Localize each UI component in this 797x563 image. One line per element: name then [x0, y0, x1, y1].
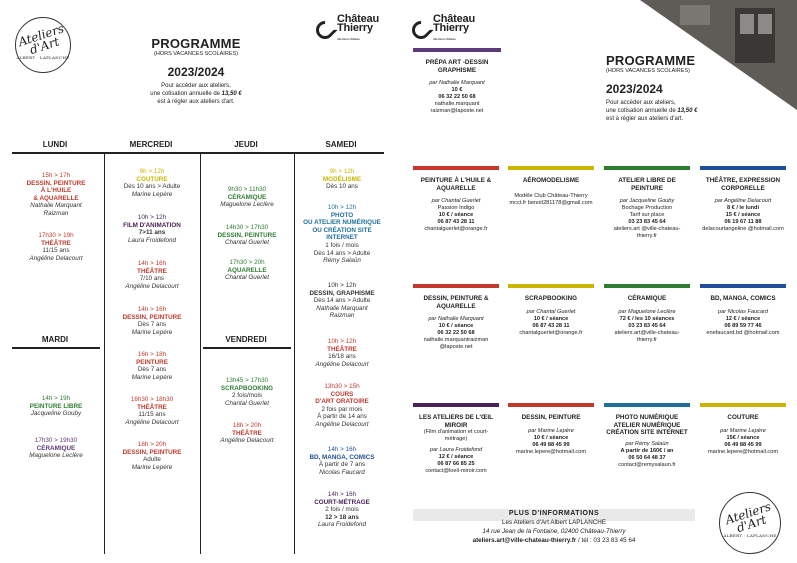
- brand-tag: ville d'art et d'histoire: [337, 37, 360, 41]
- activity-mercredi-2: 10h > 12h FILM D'ANIMATION 7>11 ans Laura Froidefond: [123, 214, 181, 244]
- workshop-card: PEINTURE À L'HUILE & AQUARELLE par Chantal Guerlet Passion Indigo 10 € / séance 06 87 43 28 11 chantalguerlet@orange.fr: [413, 166, 499, 233]
- card-color-bar: [413, 48, 501, 52]
- activity-lundi-1: 15h > 17h DESSIN, PEINTURE À L'HUILE & AQUARELLE Nathalie Marquant Raizman: [26, 172, 86, 217]
- day-vendredi: VENDREDI: [225, 335, 267, 344]
- activity-mercredi-4: 14h > 16h DESSIN, PEINTURE Dès 7 ans Marine Lepère: [122, 306, 182, 336]
- activity-jeudi-3: 17h30 > 20h AQUARELLE Chantal Guerlet: [224, 259, 270, 282]
- photo-window-pane: [740, 14, 754, 34]
- ateliers-logo-right: Ateliers d'Art ALBERT · LAPLANCHE: [719, 492, 781, 554]
- workshop-card: THÉÂTRE, EXPRESSION CORPORELLE par Angéline Delacourt 8 € / le lundi 15 € / séance 06 19 67 11 88 delacourtangeline @hotmail.com: [700, 166, 786, 233]
- workshop-card: PHOTO NUMÉRIQUE ATELIER NUMÉRIQUE CRÉATION SITE INTERNET par Rémy Salaün A partir de 160€ / an 06 50 64 48 37 contact@remysalaun.fr: [604, 403, 690, 469]
- chateau-thierry-icon: [312, 17, 337, 42]
- brand-name-1: Château: [337, 13, 379, 25]
- program-title: PROGRAMME: [151, 36, 241, 51]
- ateliers-logo: [15, 17, 71, 73]
- day-mardi: MARDI: [41, 335, 69, 344]
- mardi-rule: [12, 347, 100, 349]
- activity-mercredi-6: 16h30 > 18h30 THÉÂTRE 11/15 ans Angéline Delacourt: [125, 396, 179, 426]
- workshop-card: BD, MANGA, COMICS par Nicolas Faucard 12 € / séance 06 89 59 77 46 enefaucard.bd @hotmail.com: [700, 284, 786, 337]
- info-block: [413, 509, 695, 545]
- activity-jeudi-2: 14h30 > 17h30 DESSIN, PEINTURE Chantal Guerlet: [217, 224, 277, 247]
- activity-samedi-2: 10h > 12h PHOTO OU ATELIER NUMÉRIQUE OU CRÉATION SITE INTERNET 1 fois / mois Dès 14 ans > Adulte Rémy Salaün: [303, 204, 381, 265]
- workshop-card: COUTURE par Marine Lepère 15€ / séance 06 49 88 45 99 marine.lepere@hotmail.com: [700, 403, 786, 456]
- activity-samedi-1: 9h > 12h MODÉLISME Dès 10 ans: [322, 168, 362, 191]
- activity-mercredi-7: 18h > 20h DESSIN, PEINTURE Adulte Marine Lepère: [122, 441, 182, 471]
- logo-text: Ateliers d'Art: [16, 21, 66, 58]
- activity-samedi-7: 14h > 16h COURT-MÉTRAGE 2 fois / mois 12 > 18 ans Laura Froidefond: [314, 491, 370, 529]
- day-lundi: LUNDI: [42, 140, 68, 149]
- workshop-card: ATELIER LIBRE DE PEINTURE par Jacqueline Gouby Bochage Production Tarif sur place 03 23 83 45 64 ateliers.art @ville-chateau-thierry.fr: [604, 166, 690, 240]
- col-divider: [294, 154, 295, 554]
- activity-mercredi-5: 16h > 18h PEINTURE Dès 7 ans Marine Lepère: [131, 351, 173, 381]
- program-year: 2023/2024: [167, 65, 225, 79]
- program-note: Pour accéder aux ateliers, une cotisation annuelle de 13,50 € est à régler aux ateliers d'art.: [150, 83, 242, 105]
- workshop-card: DESSIN, PEINTURE par Marine Lepère 10 € / séance 06 49 88 45 99 marine.lepere@hotmail.com: [508, 403, 594, 456]
- program-header: [136, 36, 256, 106]
- day-jeudi: JEUDI: [234, 140, 258, 149]
- activity-mardi-2: 17h30 > 19h30 CÉRAMIQUE Maguelone Leclère: [29, 437, 83, 460]
- program-header-right: PROGRAMME (HORS VACANCES SCOLAIRES) 2023/2024 Pour accéder aux ateliers, une cotisation annuelle de 13,50 € est à régler aux ateliers d'art.: [606, 53, 736, 123]
- activity-mardi-1: 14h > 19h PEINTURE LIBRE Jacqueline Gouby: [29, 395, 83, 418]
- workshop-card: SCRAPBOOKING par Chantal Guerlet 10 € / séance 06 87 43 28 11 chantalguerlet@orange.fr: [508, 284, 594, 337]
- workshop-card: DESSIN, PEINTURE & AQUARELLE par Nathalie Marquant 10 € / séance 06 32 22 50 68 nathalie.marquantraizman @laposte.net: [413, 284, 499, 351]
- logo-subtext: ALBERT · LAPLANCHE: [16, 55, 70, 60]
- info-line1: Les Ateliers d'Art Albert LAPLANCHE: [501, 519, 607, 526]
- header-rule: [12, 152, 384, 154]
- brand-name-2: Thierry: [337, 22, 373, 34]
- col-divider: [104, 154, 105, 554]
- workshop-card: PRÉPA ART -DESSIN GRAPHISME par Nathalie Marquant 10 € 06 32 22 50 68 nathalie.marquant raizman@laposte.net: [413, 48, 501, 115]
- day-samedi: SAMEDI: [325, 140, 357, 149]
- info-title: PLUS D'INFORMATIONS: [508, 510, 600, 517]
- activity-samedi-5: 13h30 > 15h COURS D'ART ORATOIRE 2 fois par mois À partir de 14 ans Angéline Delacourt: [315, 383, 369, 428]
- vendredi-rule: [203, 347, 291, 349]
- program-subtitle: (HORS VACANCES SCOLAIRES): [154, 51, 238, 57]
- activity-samedi-4: 10h > 12h THÉÂTRE 16/18 ans Angéline Delacourt: [315, 338, 369, 368]
- activity-samedi-6: 14h > 16h BD, MANGA, COMICS À partir de 7 ans Nicolas Faucard: [309, 446, 375, 476]
- photo-window: [680, 5, 710, 25]
- activity-samedi-3: 10h > 12h DESSIN, GRAPHISME Dès 14 ans > Adulte Nathalie Marquant Raizman: [309, 282, 375, 320]
- chateau-thierry-logo: [316, 15, 379, 44]
- chateau-thierry-logo-right: Château Thierry ville d'art et d'histoire: [412, 15, 475, 44]
- info-email: ateliers.art@ville-chateau-thierry.fr: [472, 537, 577, 544]
- info-line2: 14 rue Jean de la Fontaine, 02400 Château-Thierry: [482, 528, 626, 535]
- activity-vendredi-1: 13h45 > 17h30 SCRAPBOOKING 2 fois/mois Chantal Guerlet: [220, 377, 274, 407]
- chateau-thierry-icon: [408, 17, 433, 42]
- workshop-card: AÉROMODELISME Modèle Club Château-Thierry mcct.fr benoit281178@gmail.com: [508, 166, 594, 207]
- activity-vendredi-2: 18h > 20h THÉÂTRE Angéline Delacourt: [220, 422, 274, 445]
- col-divider: [200, 154, 201, 554]
- workshop-card: CÉRAMIQUE par Maguelone Leclère 72 € / les 10 séances 03 23 83 45 64 ateliers.art@ville-chateau- thierry.fr: [604, 284, 690, 344]
- program-title-right: PROGRAMME: [606, 53, 696, 68]
- workshop-card: LES ATELIERS DE L'ŒIL MIROIR (Film d'animation et court-métrage) par Laura Froidefond 12 € / séance 06 87 66 85 25 contact@loeil-miroir.com: [413, 403, 499, 475]
- photo-window-pane: [758, 14, 772, 34]
- activity-mercredi-1: 9h > 12h COUTURE Dès 10 ans > Adulte Marine Lepère: [123, 168, 181, 198]
- activity-lundi-2: 17h30 > 19h THÉÂTRE 11/15 ans Angéline Delacourt: [29, 232, 83, 262]
- activity-jeudi-1: 9h30 > 11h30 CÉRAMIQUE Maguelone Leclère: [220, 186, 274, 209]
- day-mercredi: MERCREDI: [129, 140, 173, 149]
- info-phone: / tél : 03 23 83 45 64: [576, 537, 636, 544]
- activity-mercredi-3: 14h > 16h THÉÂTRE 7/10 ans Angéline Delacourt: [125, 260, 179, 290]
